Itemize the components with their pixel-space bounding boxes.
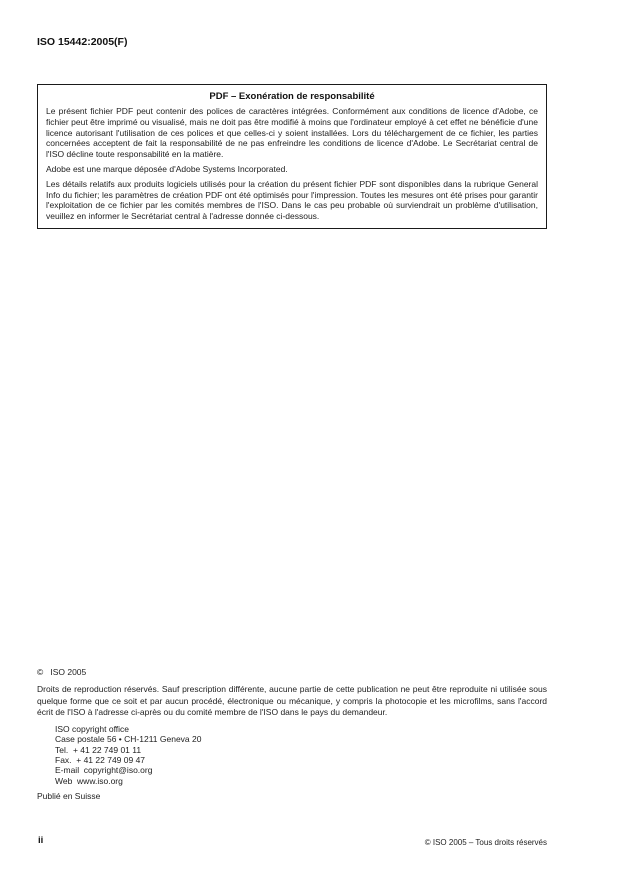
address-line-tel: Tel. + 41 22 749 01 11 [55, 744, 142, 755]
disclaimer-paragraph-2: Adobe est une marque déposée d'Adobe Systems Incorporated. [46, 163, 288, 174]
published-line: Publié en Suisse [37, 791, 101, 802]
document-reference: ISO 15442:2005(F) [37, 36, 128, 48]
disclaimer-title: PDF – Exonération de responsabilité [209, 91, 375, 102]
rights-paragraph: Droits de reproduction réservés. Sauf prescription différente, aucune partie de cette publication ne peut être reproduite ni utilisée sous quelque forme que ce soit et par aucun procédé, électronique ou mécanique, y compris la photocopie et les microfilms, sans l'accord écrit de l'ISO à l'adresse ci-après ou du comité membre de l'ISO dans le pays du demandeur. [37, 684, 547, 718]
iso-address-block [55, 724, 547, 786]
copyright-line: © ISO 2005 [37, 667, 87, 677]
address-line-postal: Case postale 56 • CH-1211 Geneva 20 [55, 734, 202, 745]
disclaimer-paragraph-1: Le présent fichier PDF peut contenir des polices de caractères intégrées. Conformément aux conditions de licence d'Adobe, ce fichier peut être imprimé ou visualisé, mais ne doit pas être modifié à moins que l'ordinateur employé à cet effet ne bénéficie d'une licence autorisant l'utilisation de ces polices et que celles-ci y soient installées. Lors du téléchargement de ce fichier, les parties concernées acceptent de fait la responsabilité de ne pas enfreindre les conditions de licence d'Adobe. Le Secrétariat central de l'ISO décline toute responsabilité en la matière. [46, 106, 538, 160]
pdf-disclaimer-box [37, 84, 547, 229]
disclaimer-paragraph-3: Les détails relatifs aux produits logiciels utilisés pour la création du présent fichier PDF sont disponibles dans la rubrique General Info du fichier; les paramètres de création PDF ont été optimisés pour l'impression. Toutes les mesures ont été prises pour garantir l'exploitation de ce fichier par les comités membres de l'ISO. Dans le cas peu probable où surviendrait un problème d'utilisation, veuillez en informer le Secrétariat central à l'adresse donnée ci-dessous. [46, 178, 538, 222]
address-line-fax: Fax. + 41 22 749 09 47 [55, 755, 146, 765]
footer-copyright-notice: © ISO 2005 – Tous droits réservés [424, 838, 547, 847]
page-number: ii [38, 835, 44, 846]
address-line-email: E-mail copyright@iso.org [55, 765, 153, 776]
address-line-web: Web www.iso.org [55, 775, 123, 786]
copyright-section [37, 667, 547, 801]
address-line-office: ISO copyright office [55, 723, 130, 734]
